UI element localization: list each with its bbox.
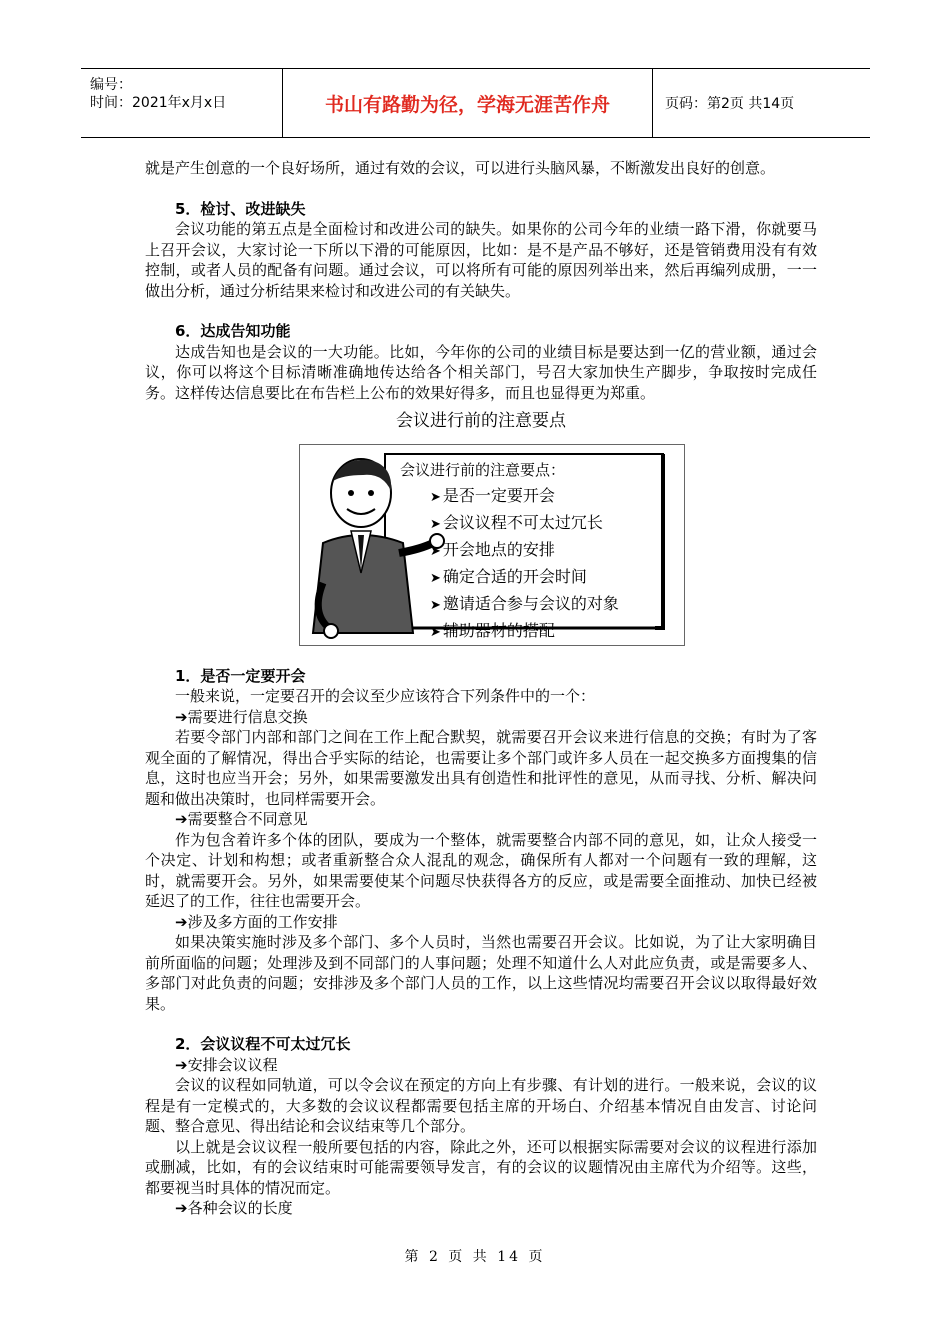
point-1b-heading (145, 809, 817, 830)
document-body (145, 158, 817, 1219)
header-motto: 书山有路勤为径，学海无涯苦作舟 (283, 69, 653, 137)
point-1c-label: 涉及多方面的工作安排 (187, 912, 338, 931)
arrow-icon: ➔ (175, 707, 188, 726)
point-2-title: 2．会议议程不可太过冗长 (175, 1035, 351, 1053)
board-title: 会议进行前的注意要点： (400, 460, 566, 479)
board-item: ➤ 会议议程不可太过冗长 (430, 510, 619, 537)
point-1a-paragraph: 若要令部门内部和部门之间在工作上配合默契，就需要召开会议来进行信息的交换；有时为了客观全面的了解情况，得出合乎实际的结论，也需要让多个部门或许多人员在一起交换多方面搜集的信息，这时也应当开会；另外，如果需要激发出具有创造性和批评性的意见，从而寻找、分析、解决问题和做出决策时，也同样需要开会。 (145, 728, 817, 808)
point-2b-heading (145, 1198, 817, 1219)
point-1a-heading (145, 707, 817, 728)
board-items (430, 483, 619, 645)
header-meta-cell (81, 69, 283, 137)
board-item: ➤ 邀请适合参与会议的对象 (430, 591, 619, 618)
point-1a-label: 需要进行信息交换 (187, 707, 308, 726)
arrow-icon: ➔ (175, 810, 188, 828)
board-item: ➤ 辅助器材的搭配 (430, 618, 619, 645)
point-1-intro: 一般来说，一定要召开的会议至少应该符合下列条件中的一个： (175, 687, 596, 705)
header-page-info: 页码：第2页 共14页 (665, 96, 795, 112)
header-table (81, 68, 870, 138)
point-2a-paragraph-1: 会议的议程如同轨道，可以令会议在预定的方向上有步骤、有计划的进行。一般来说，会议的议程是有一定模式的，大多数的会议议程都需要包括主席的开场白、介绍基本情况自由发言、讨论问题、整合意见、得出结论和会议结束等几个部分。 (145, 1076, 817, 1135)
arrow-icon: ➔ (175, 1199, 188, 1217)
arrow-icon: ➔ (175, 912, 188, 931)
board-item: ➤ 确定合适的开会时间 (430, 564, 619, 591)
point-2a-heading (145, 1055, 817, 1076)
figure-caption: 会议进行前的注意要点 (396, 411, 566, 431)
point-2b-label: 各种会议的长度 (187, 1199, 293, 1217)
point-2a-paragraph-2: 以上就是会议议程一般所要包括的内容，除此之外，还可以根据实际需要对会议的议程进行添加或删减，比如，有的会议结束时可能需要领导发言，有的会议的议题情况由主席代为介绍等。这些，都要视当时具体的情况而定。 (145, 1137, 817, 1197)
section-6-paragraph: 达成告知也是会议的一大功能。比如，今年你的公司的业绩目标是要达到一亿的营业额，通过会议，你可以将这个目标清晰准确地传达给各个相关部门，号召大家加快生产脚步，争取按时完成任务。这样传达信息要比在布告栏上公布的效果好得多，而且也显得更为郑重。 (145, 342, 817, 402)
arrow-icon: ➔ (175, 1055, 188, 1074)
number-label: 编号： (90, 77, 132, 93)
point-2a-label: 安排会议议程 (187, 1055, 278, 1074)
point-1c-paragraph: 如果决策实施时涉及多个部门、多个人员时，当然也需要召开会议。比如说，为了让大家明确目前所面临的问题；处理涉及到不同部门的人事问题；处理不知道什么人对此应负责，或是需要多人、多部门对此负责的问题；安排涉及多个部门人员的工作，以上这些情况均需要召开会议以取得最好效果。 (145, 933, 817, 1013)
section-5-paragraph: 会议功能的第五点是全面检讨和改进公司的缺失。如果你的公司今年的业绩一路下滑，你就要马上召开会议，大家讨论一下所以下滑的可能原因，比如：是不是产品不够好，还是管销费用没有有效控制，或者人员的配备有问题。通过会议，可以将所有可能的原因列举出来，然后再编列成册，一一做出分析，通过分析结果来检讨和改进公司的有关缺失。 (145, 220, 817, 300)
intro-paragraph: 就是产生创意的一个良好场所，通过有效的会议，可以进行头脑风暴，不断激发出良好的创意。 (145, 159, 776, 177)
board-item: ➤ 开会地点的安排 (430, 537, 619, 564)
point-1b-label: 需要整合不同意见 (187, 810, 308, 828)
page-footer: 第 2 页 共 14 页 (404, 1249, 546, 1265)
meeting-tips-figure (299, 444, 685, 646)
point-1c-heading (145, 912, 817, 933)
board-item: ➤ 是否一定要开会 (430, 483, 619, 510)
date-label: 时间：2021年x月x日 (90, 95, 227, 111)
section-6-title: 6．达成告知功能 (175, 322, 291, 340)
section-5-title: 5．检讨、改进缺失 (175, 199, 306, 218)
point-1-title: 1．是否一定要开会 (175, 666, 306, 685)
point-1b-paragraph: 作为包含着许多个体的团队，要成为一个整体，就需要整合内部不同的意见，如，让众人接受一个决定、计划和构想；或者重新整合众人混乱的观念，确保所有人都对一个问题有一致的理解，这时，就需要开会。另外，如果需要使某个问题尽快获得各方的反应，或是需要全面推动、加快已经被延迟了的工作，往往也需要开会。 (145, 830, 817, 910)
